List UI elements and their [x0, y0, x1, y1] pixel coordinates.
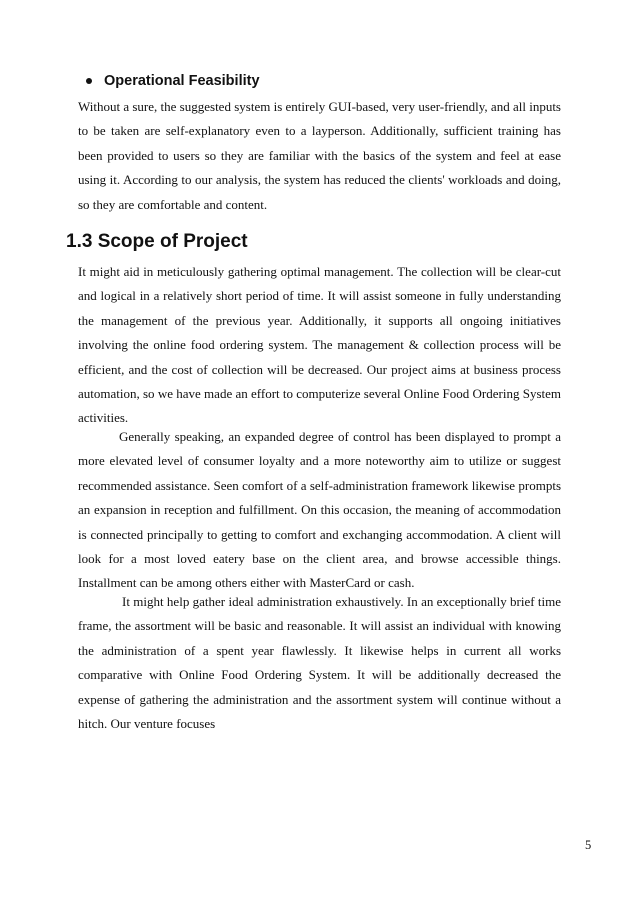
page-number: 5: [585, 838, 592, 852]
feasibility-paragraph: Without a sure, the suggested system is entirely GUI-based, very user-friendly, and all inputs to be taken are self-explanatory even to a layperson. Additionally, sufficient training has been provided to users so they are familiar with the basics of the system and feel at ease using it. According to our analysis, the system has reduced the clients' workloads and doing, so they are comfortable and content.: [78, 99, 561, 212]
bullet-item: [86, 71, 260, 91]
bullet-icon: [86, 78, 92, 84]
section-heading: 1.3 Scope of Project: [66, 231, 248, 252]
scope-paragraph-1: It might aid in meticulously gathering optimal management. The collection will be clear-cut and logical in a relatively short period of time. It will assist someone in fully understanding the management of the previous year. Additionally, it supports all ongoing initiatives involving the online food ordering system. The management & collection process will be efficient, and the cost of collection will be decreased. Our project aims at business process automation, so we have made an effort to computerize several Online Food Ordering System activities.: [78, 264, 561, 426]
bullet-heading: Operational Feasibility: [104, 73, 260, 89]
scope-paragraph-2: Generally speaking, an expanded degree of control has been displayed to prompt a more elevated level of consumer loyalty and a more noteworthy aim to utilize or suggest recommended assistance. Seen comfort of a self-administration framework likewise prompts an expansion in reception and fulfillment. On this occasion, the meaning of accommodation is connected principally to getting to comfort and exchanging accommodation. A client will look for a most loved eatery base on the client area, and browse accessible things. Installment can be among others either with MasterCard or cash.: [78, 429, 561, 591]
scope-paragraph-3: It might help gather ideal administration exhaustively. In an exceptionally brief time frame, the assortment will be basic and reasonable. It will assist an individual with knowing the administration of a spent year flawlessly. It likewise helps in current all works comparative with Online Food Ordering System. It will be additionally decreased the expense of gathering the administration and the assortment system will continue without a hitch. Our venture focuses: [78, 594, 561, 732]
